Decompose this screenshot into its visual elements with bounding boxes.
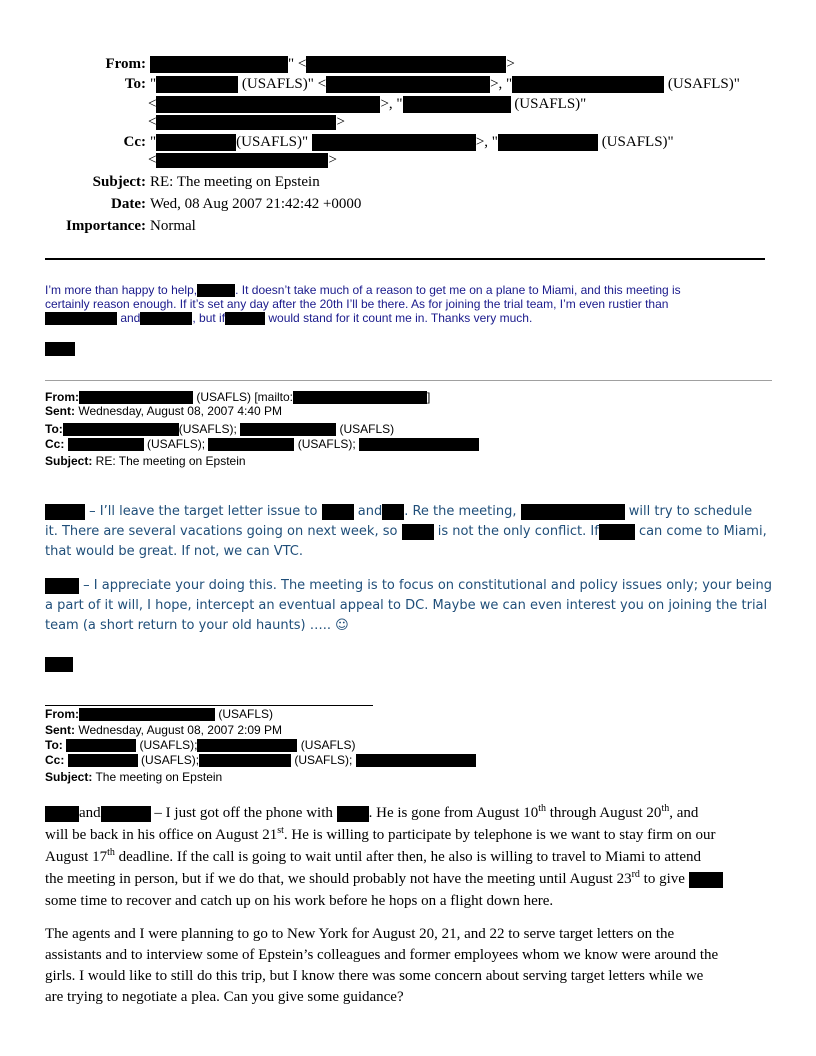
to-text: (USAFLS) xyxy=(297,738,356,752)
msg3-text: The agents and I were planning to go to New York for August 20, 21, and 22 to serve target letters on the xyxy=(45,926,675,942)
redaction xyxy=(322,504,354,520)
redaction xyxy=(337,806,369,822)
usafls-text: (USAFLS)" xyxy=(236,134,309,150)
redaction xyxy=(156,153,328,168)
cc-label: Cc: xyxy=(45,753,65,767)
msg3-text: girls. I would like to still do this trip, but I know there was some concern about serving target letters while we xyxy=(45,968,704,984)
msg2-text: it. There are several vacations going on next week, so xyxy=(45,524,402,539)
message-divider xyxy=(45,705,373,706)
msg2-from-row xyxy=(45,391,430,404)
redaction xyxy=(599,524,635,540)
date-label: Date: xyxy=(111,196,146,212)
msg2-text: a part of it will, I hope, intercept an eventual appeal to DC. Maybe we can even interest you on joining the trial xyxy=(45,598,768,613)
usafls-text: (USAFLS)" xyxy=(514,96,587,112)
from-text: (USAFLS) [mailto: xyxy=(193,390,294,404)
msg3-text: , and xyxy=(669,805,699,821)
cc-text: (USAFLS); xyxy=(143,437,206,451)
redaction xyxy=(312,134,476,151)
reply-line xyxy=(45,283,681,298)
msg2-subject-row xyxy=(45,455,246,468)
msg3-text: . He is willing to participate by telephone is we want to stay firm on our xyxy=(283,827,716,843)
redaction xyxy=(293,391,427,404)
superscript: th xyxy=(538,803,546,814)
msg3-text: through August 20 xyxy=(546,805,662,821)
to-text: (USAFLS) xyxy=(339,422,395,436)
to-label: To: xyxy=(45,422,63,436)
superscript: th xyxy=(661,803,670,814)
redaction xyxy=(45,806,79,822)
from-label: From: xyxy=(45,707,79,721)
date-value: Wed, 08 Aug 2007 21:42:42 +0000 xyxy=(150,196,362,212)
subject-value: RE: The meeting on Epstein xyxy=(92,454,246,468)
msg2-line xyxy=(45,596,767,616)
subject-label: Subject: xyxy=(92,174,146,190)
redaction xyxy=(225,312,265,325)
header-cc-row-2: < > xyxy=(148,152,337,168)
usafls-text: (USAFLS)" xyxy=(601,134,674,150)
to-label: To: xyxy=(45,738,63,752)
reply-text: certainly reason enough. If it’s set any day after the 20th I’ll be there. As for joining the trial team, I’m even rustier than xyxy=(45,297,669,311)
redaction xyxy=(306,56,506,73)
cc-label: Cc: xyxy=(45,437,65,451)
msg3-subject-row xyxy=(45,771,222,784)
redaction xyxy=(68,754,138,767)
msg2-line xyxy=(45,502,752,522)
msg2-cc-row xyxy=(45,438,479,451)
reply-text: I’m more than happy to help, xyxy=(45,283,198,297)
signature-redaction xyxy=(45,342,75,356)
redaction xyxy=(45,504,85,520)
msg3-to-row xyxy=(45,739,355,752)
redaction xyxy=(512,76,664,93)
msg2-line xyxy=(45,522,767,542)
msg2-text: that would be great. If not, we can VTC. xyxy=(45,544,304,559)
redaction xyxy=(140,312,192,325)
msg3-line xyxy=(45,987,404,1008)
redaction xyxy=(156,96,380,113)
redaction xyxy=(240,423,336,436)
redaction xyxy=(45,312,117,325)
redaction xyxy=(382,504,404,520)
redaction xyxy=(403,96,511,113)
msg3-text: deadline. If the call is going to wait until after then, he also is willing to travel to Miami to attend xyxy=(114,849,701,865)
message-divider xyxy=(45,380,772,381)
msg3-cc-row xyxy=(45,754,476,767)
reply-line xyxy=(45,297,668,312)
msg3-line xyxy=(45,945,718,966)
from-text: (USAFLS) xyxy=(215,707,274,721)
msg2-line xyxy=(45,576,772,596)
msg3-text: will be back in his office on August 21 xyxy=(45,827,278,843)
reply-text: , but if xyxy=(192,311,226,325)
redaction xyxy=(101,806,151,822)
msg3-text: assistants and to interview some of Epstein’s colleagues and former employees whom we know were around the xyxy=(45,947,719,963)
msg2-line xyxy=(45,542,303,562)
header-subject-row xyxy=(0,174,320,191)
msg3-text: the meeting in person, but if we do that, we should probably not have the meeting until August 23 xyxy=(45,871,632,887)
msg2-text: . Re the meeting, xyxy=(404,504,521,519)
msg2-text: and xyxy=(353,504,383,519)
header-to-row-2: < >, " (USAFLS)" xyxy=(148,96,587,112)
redaction xyxy=(689,872,723,888)
cc-label: Cc: xyxy=(123,134,146,150)
header-to-row-3: < > xyxy=(148,114,345,130)
to-text: (USAFLS); xyxy=(178,422,237,436)
msg2-text: – I’ll leave the target letter issue to xyxy=(85,504,322,519)
msg3-line xyxy=(45,869,723,890)
redaction xyxy=(402,524,434,540)
subject-label: Subject: xyxy=(45,770,93,784)
to-text: (USAFLS); xyxy=(136,738,198,752)
msg3-text: to give xyxy=(639,871,685,887)
msg3-sent-row xyxy=(45,724,282,737)
msg3-text: – I just got off the phone with xyxy=(150,805,337,821)
reply-text: would stand for it count me in. Thanks very much. xyxy=(265,311,533,325)
msg2-sent-row xyxy=(45,405,282,418)
sent-label: Sent: xyxy=(45,723,75,737)
to-label: To: xyxy=(124,76,146,92)
msg2-to-row xyxy=(45,423,394,436)
redaction xyxy=(63,423,179,436)
msg3-line xyxy=(45,803,698,824)
msg3-text: August 17 xyxy=(45,849,108,865)
superscript: st xyxy=(277,825,284,836)
reply-text: and xyxy=(117,311,141,325)
sent-label: Sent: xyxy=(45,404,75,418)
superscript: th xyxy=(107,847,115,858)
msg2-line xyxy=(45,616,349,636)
redaction xyxy=(79,391,193,404)
from-label: From: xyxy=(45,390,79,404)
header-to-row: To: " (USAFLS)" < >, " (USAFLS)" xyxy=(0,76,740,93)
msg3-text: are trying to negotiate a plea. Can you give some guidance? xyxy=(45,989,404,1005)
redaction xyxy=(359,438,479,451)
msg3-line xyxy=(45,891,553,912)
signature-redaction xyxy=(45,657,73,672)
sent-value: Wednesday, August 08, 2007 4:40 PM xyxy=(75,404,283,418)
redaction xyxy=(199,754,291,767)
importance-value: Normal xyxy=(150,218,196,234)
reply-text: . It doesn’t take much of a reason to get me on a plane to Miami, and this meeting is xyxy=(235,283,681,297)
redaction xyxy=(156,76,238,93)
redaction xyxy=(156,115,336,130)
from-label: From: xyxy=(105,56,146,72)
cc-text: (USAFLS); xyxy=(291,753,353,767)
redaction xyxy=(156,134,236,151)
msg3-line xyxy=(45,825,715,846)
msg3-from-row xyxy=(45,708,273,721)
sent-value: Wednesday, August 08, 2007 2:09 PM xyxy=(75,723,283,737)
reply-line xyxy=(45,311,532,326)
header-divider xyxy=(45,258,765,260)
redaction xyxy=(498,134,598,151)
redaction xyxy=(208,438,294,451)
msg2-text: can come to Miami, xyxy=(634,524,767,539)
msg3-line xyxy=(45,924,674,945)
superscript: rd xyxy=(631,869,640,880)
redaction xyxy=(68,438,144,451)
header-date-row xyxy=(0,196,361,213)
header-from-row: From: " < > xyxy=(0,56,515,73)
redaction xyxy=(150,56,288,73)
redaction xyxy=(356,754,476,767)
msg3-text: . He is gone from August 10 xyxy=(368,805,539,821)
redaction xyxy=(79,708,215,721)
subject-label: Subject: xyxy=(45,454,93,468)
header-importance-row xyxy=(0,218,196,235)
subject-value: RE: The meeting on Epstein xyxy=(150,174,320,190)
redaction xyxy=(521,504,625,520)
cc-text: (USAFLS); xyxy=(137,753,200,767)
msg2-text: – I appreciate your doing this. The meeting is to focus on constitutional and policy issues only; your being xyxy=(79,578,772,593)
msg3-line xyxy=(45,966,703,987)
importance-label: Importance: xyxy=(66,218,146,234)
msg3-text: and xyxy=(79,805,101,821)
msg3-text: some time to recover and catch up on his work before he hops on a flight down here. xyxy=(45,893,554,909)
msg3-line xyxy=(45,847,701,868)
subject-value: The meeting on Epstein xyxy=(92,770,223,784)
from-text: ] xyxy=(427,390,431,404)
msg2-text: team (a short return to your old haunts) ….. ☺ xyxy=(45,618,349,633)
header-cc-row: Cc: " (USAFLS)" >, " (USAFLS)" xyxy=(0,134,674,151)
msg2-text: is not the only conflict. If xyxy=(433,524,599,539)
redaction xyxy=(45,578,79,594)
msg2-text: will try to schedule xyxy=(624,504,753,519)
usafls-text: (USAFLS)" xyxy=(667,76,740,92)
redaction xyxy=(326,76,490,93)
redaction xyxy=(197,739,297,752)
redaction xyxy=(197,284,235,297)
cc-text: (USAFLS); xyxy=(294,437,356,451)
redaction xyxy=(66,739,136,752)
